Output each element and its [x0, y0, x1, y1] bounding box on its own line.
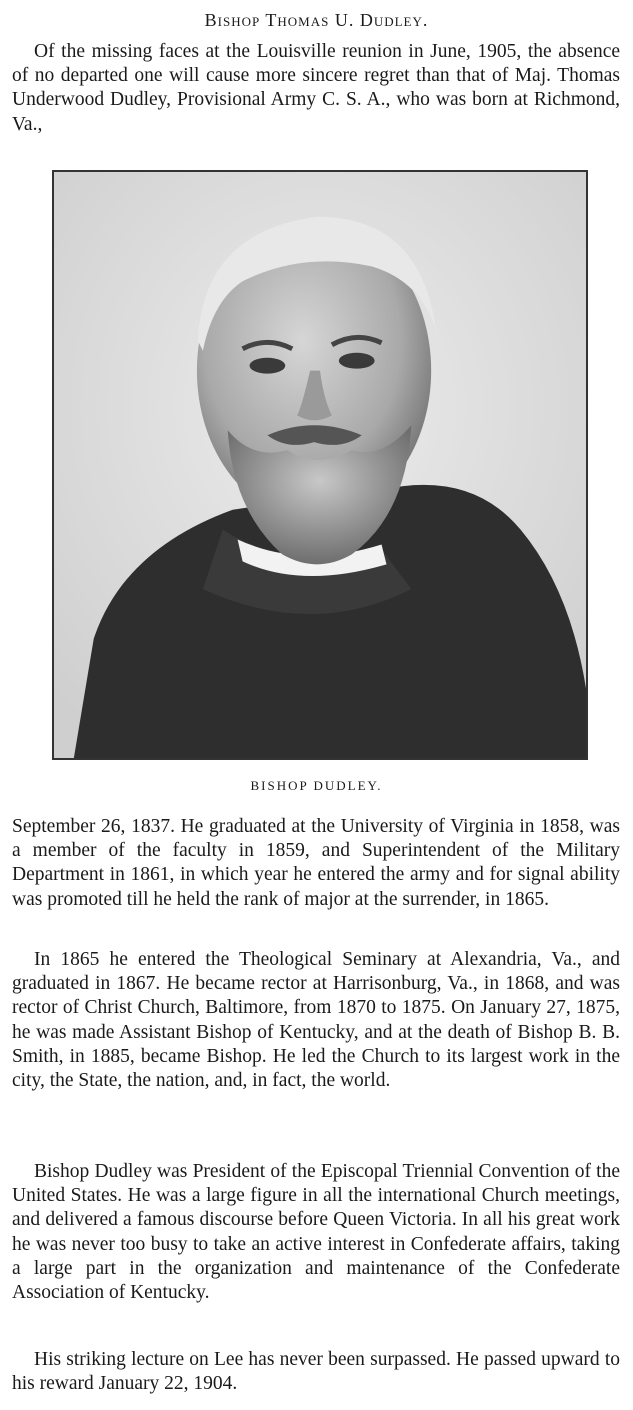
photo-caption: BISHOP DUDLEY.: [250, 778, 383, 793]
intro-paragraph: Of the missing faces at the Louisville reunion in June, 1905, the absence of no departed one will cause more sincere regret than that of Maj. Thomas Underwood Dudley, Provisional Army C. S. A., who was born at Richmond, Va.,: [12, 41, 620, 135]
body-paragraph-1: September 26, 1837. He graduated at the University of Virginia in 1858, was a member of the faculty in 1859, and Superintendent of the Military Department in 1861, in which year he entered the army and for signal ability was promoted till he held the rank of major at the surrender, in 1865.: [12, 816, 620, 910]
body-paragraph-2: In 1865 he entered the Theological Seminary at Alexandria, Va., and graduated in 1867. He became rector at Harrisonburg, Va., in 1868, and was rector of Christ Church, Baltimore, from 1870 to 1875. On January 27, 1875, he was made Assistant Bishop of Kentucky, and at the death of Bishop B. B. Smith, in 1885, became Bishop. He led the Church to its largest work in the city, the State, the nation, and, in fact, the world.: [12, 949, 620, 1092]
portrait-photo: [52, 170, 588, 760]
body-paragraph-4: His striking lecture on Lee has never been surpassed. He passed upward to his reward January 22, 1904.: [12, 1349, 620, 1395]
portrait-illustration: [54, 172, 586, 758]
body-paragraph-3: Bishop Dudley was President of the Episcopal Triennial Convention of the United States. He was a large figure in all the international Church meetings, and delivered a famous discourse before Queen Victoria. In all his great work he was never too busy to take an active interest in Confederate affairs, taking a large part in the organization and maintenance of the Confederate Association of Kentucky.: [12, 1161, 620, 1304]
article-heading: Bishop Thomas U. Dudley.: [204, 10, 429, 30]
